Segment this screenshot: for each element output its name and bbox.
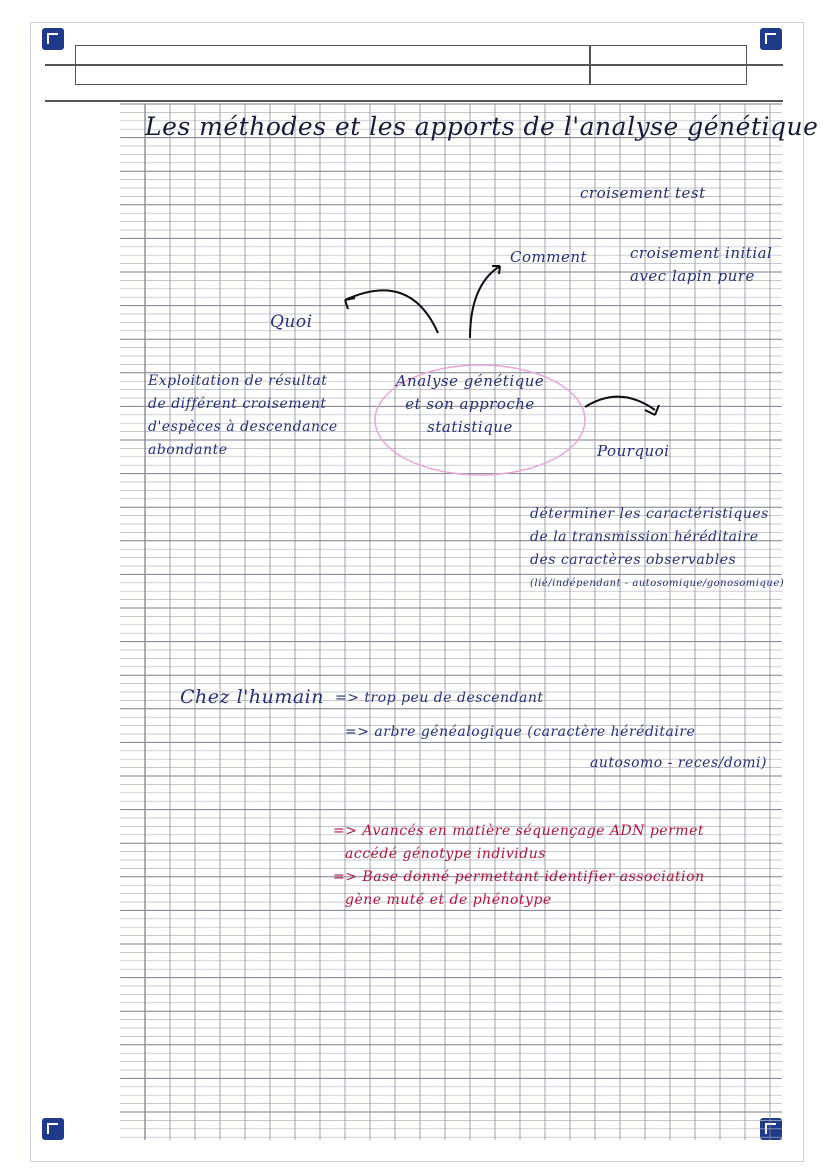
text-line: Exploitation de résultat: [148, 373, 328, 389]
comment-initial: [630, 242, 772, 288]
text-line: de différent croisement: [148, 396, 327, 412]
arrow-head: [345, 298, 355, 309]
text-line: => Avancés en matière séquençage ADN permet: [333, 823, 704, 839]
text-line: => Base donné permettant identifier association: [333, 869, 705, 885]
text-line: et son approche: [405, 395, 535, 413]
text-line: avec lapin pure: [630, 267, 755, 285]
text-line: abondante: [148, 442, 228, 458]
page-title: Les méthodes et les apports de l'analyse génétique: [145, 112, 819, 141]
arrow-head: [645, 405, 659, 415]
comment-test: croisement test: [580, 184, 706, 202]
text-line: des caractères observables: [530, 552, 737, 568]
pourquoi-text: [530, 503, 784, 595]
text-line: gène muté et de phénotype: [345, 892, 552, 908]
humain-point: => trop peu de descendant: [335, 690, 544, 706]
text-line: d'espèces à descendance: [148, 419, 338, 435]
text-line: croisement initial: [630, 244, 773, 262]
text-line: Analyse génétique: [395, 372, 545, 390]
comment-label: Comment: [510, 248, 588, 266]
humain-point: => arbre généalogique (caractère héréditaire: [345, 724, 696, 740]
advances-text: [333, 820, 705, 912]
center-topic: [385, 370, 555, 439]
text-line: déterminer les caractéristiques: [530, 506, 769, 522]
arrow-to-quoi: [345, 290, 438, 333]
arrow-to-pourquoi: [585, 397, 655, 410]
quoi-label: Quoi: [270, 312, 313, 332]
arrow-to-comment: [470, 266, 500, 338]
text-line: statistique: [427, 418, 513, 436]
humain-point: autosomo - reces/domi): [590, 755, 767, 771]
text-line: de la transmission héréditaire: [530, 529, 759, 545]
text-line: (lié/indépendant - autosomique/gonosomique): [530, 578, 785, 589]
humain-label: Chez l'humain: [180, 686, 324, 708]
quoi-text: [148, 370, 338, 462]
pourquoi-label: Pourquoi: [597, 442, 670, 460]
text-line: accédé génotype individus: [345, 846, 546, 862]
